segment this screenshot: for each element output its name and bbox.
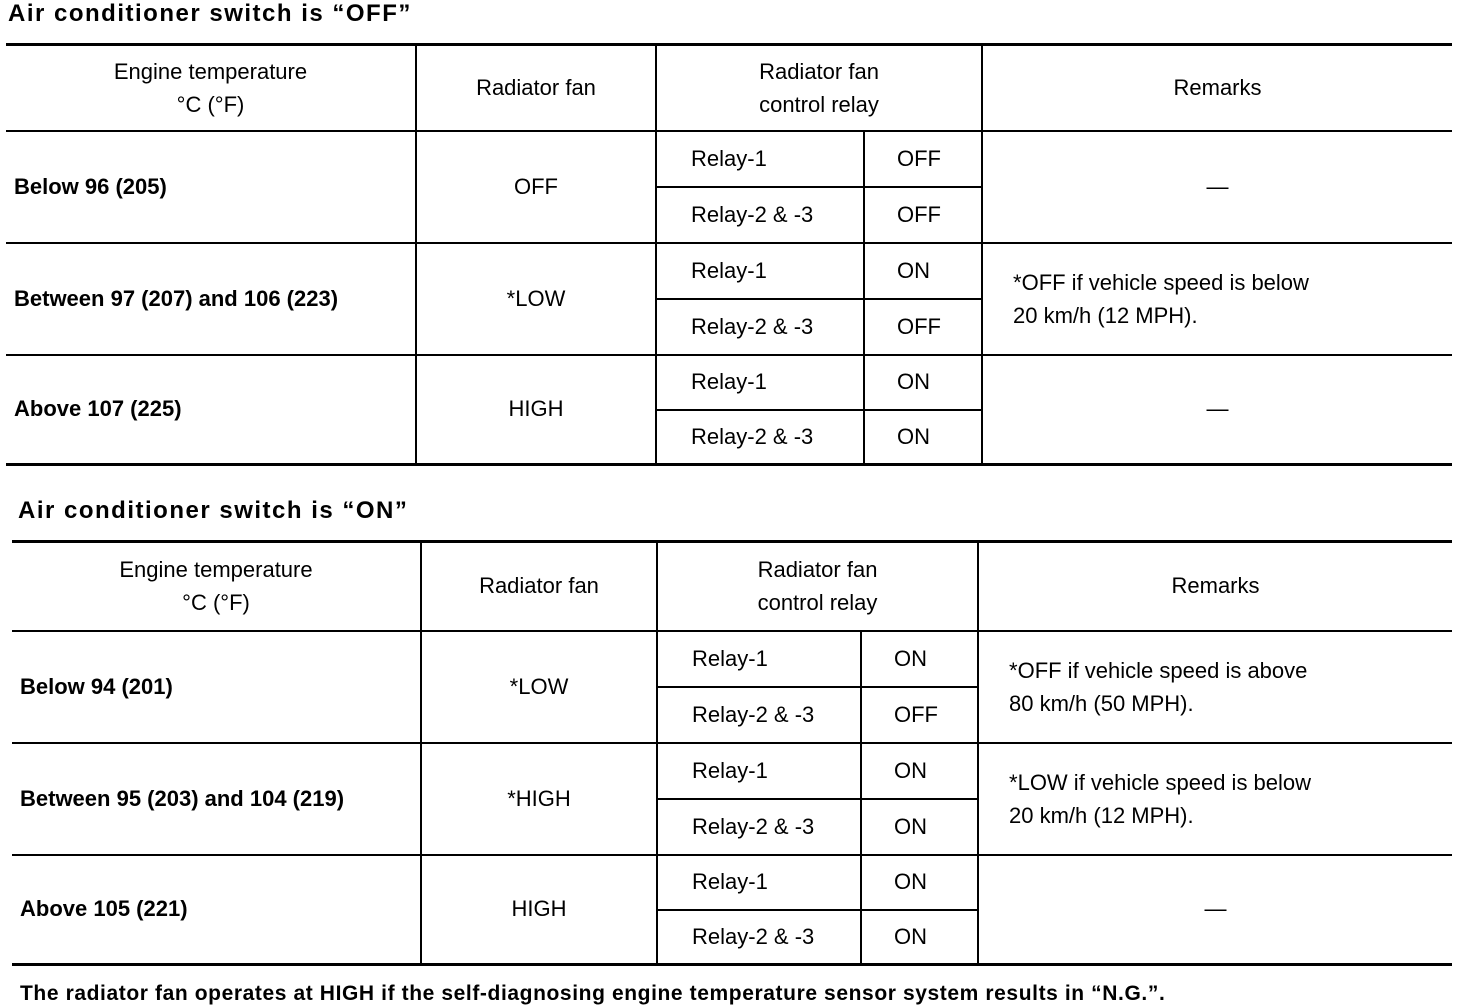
remark-line: — (1206, 396, 1229, 422)
table-row (12, 855, 1452, 910)
remarks-cell (982, 243, 1452, 355)
remarks-cell (982, 355, 1452, 465)
temperature-cell: Below 94 (201) (12, 631, 421, 743)
relay-name-cell: Relay-1 (656, 355, 864, 410)
table-row (12, 743, 1452, 799)
table-row (6, 131, 1452, 187)
relay-name-cell: Relay-1 (657, 631, 861, 687)
table-row (6, 243, 1452, 299)
relay-state-cell: ON (861, 855, 978, 910)
fan-table-ac-on (12, 540, 1452, 966)
temperature-cell: Between 95 (203) and 104 (219) (12, 743, 421, 855)
fan-state-cell: *HIGH (421, 743, 657, 855)
remarks-cell (978, 631, 1452, 743)
remarks-cell (978, 855, 1452, 965)
remark-line: 80 km/h (50 MPH). (1009, 690, 1194, 716)
relay-name-cell: Relay-2 & -3 (657, 799, 861, 855)
relay-name-cell: Relay-2 & -3 (656, 187, 864, 243)
fan-state-cell: *LOW (421, 631, 657, 743)
remark-line: 20 km/h (12 MPH). (1009, 802, 1194, 828)
header-relay-sublabel: control relay (759, 91, 879, 117)
relay-name-cell: Relay-2 & -3 (656, 299, 864, 355)
relay-name-cell: Relay-1 (656, 243, 864, 299)
header-temperature-unit: °C (°F) (182, 590, 250, 616)
relay-state-cell: ON (864, 410, 982, 465)
footnote: The radiator fan operates at HIGH if the self-diagnosing engine temperature sensor system results in “N.G.”. (20, 982, 1166, 1005)
remarks-cell (982, 131, 1452, 243)
header-fan: Radiator fan (421, 542, 657, 631)
relay-name-cell: Relay-1 (656, 131, 864, 187)
fan-state-cell: HIGH (416, 355, 656, 465)
remark-line: — (1206, 173, 1229, 199)
section-title-ac-on: Air conditioner switch is “ON” (18, 497, 409, 524)
fan-state-cell: OFF (416, 131, 656, 243)
header-relay-sublabel: control relay (757, 590, 878, 616)
section-title-ac-off: Air conditioner switch is “OFF” (8, 0, 412, 27)
header-fan: Radiator fan (416, 45, 656, 131)
table-row (12, 631, 1452, 687)
remark-line: 20 km/h (12 MPH). (1013, 302, 1198, 328)
relay-state-cell: ON (861, 631, 978, 687)
header-temperature (6, 45, 416, 131)
relay-state-cell: ON (864, 243, 982, 299)
remark-line: *OFF if vehicle speed is below (1013, 269, 1309, 295)
temperature-cell: Between 97 (207) and 106 (223) (6, 243, 416, 355)
remark-line: *LOW if vehicle speed is below (1009, 769, 1312, 795)
fan-state-cell: *LOW (416, 243, 656, 355)
relay-name-cell: Relay-2 & -3 (657, 687, 861, 743)
relay-state-cell: OFF (861, 687, 978, 743)
relay-state-cell: ON (861, 799, 978, 855)
temperature-cell: Below 96 (205) (6, 131, 416, 243)
relay-state-cell: OFF (864, 299, 982, 355)
header-row (12, 542, 1452, 631)
remarks-cell (978, 743, 1452, 855)
fan-table-ac-off (6, 43, 1452, 466)
relay-state-cell: OFF (864, 187, 982, 243)
header-temperature (12, 542, 421, 631)
fan-state-cell: HIGH (421, 855, 657, 965)
remark-line: *OFF if vehicle speed is above (1009, 657, 1308, 683)
header-temperature-label: Engine temperature (119, 557, 313, 583)
temperature-cell: Above 105 (221) (12, 855, 421, 965)
header-relay (656, 45, 982, 131)
header-temperature-unit: °C (°F) (176, 91, 245, 117)
remark-line: — (1204, 896, 1227, 922)
temperature-cell: Above 107 (225) (6, 355, 416, 465)
relay-state-cell: OFF (864, 131, 982, 187)
header-remarks: Remarks (978, 542, 1452, 631)
header-row (6, 45, 1452, 131)
header-relay-label: Radiator fan (757, 557, 878, 583)
relay-state-cell: ON (861, 743, 978, 799)
header-relay (657, 542, 978, 631)
relay-state-cell: ON (864, 355, 982, 410)
header-remarks: Remarks (982, 45, 1452, 131)
relay-state-cell: ON (861, 910, 978, 965)
header-temperature-label: Engine temperature (113, 58, 308, 84)
relay-name-cell: Relay-2 & -3 (657, 910, 861, 965)
relay-name-cell: Relay-1 (657, 855, 861, 910)
table-row (6, 355, 1452, 410)
relay-name-cell: Relay-1 (657, 743, 861, 799)
relay-name-cell: Relay-2 & -3 (656, 410, 864, 465)
header-relay-label: Radiator fan (759, 58, 879, 84)
